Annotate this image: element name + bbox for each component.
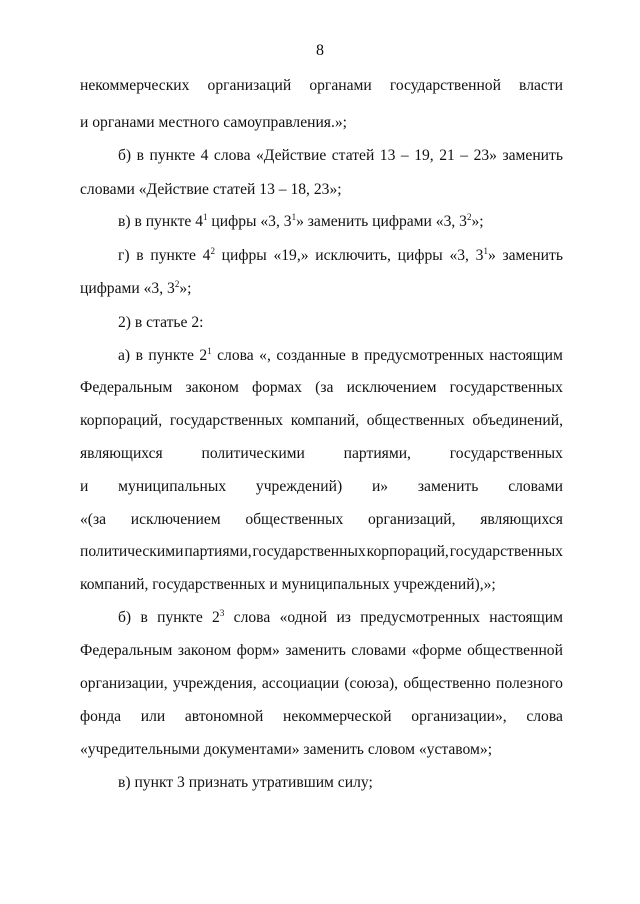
word: фонда xyxy=(80,708,122,725)
text-line xyxy=(80,674,563,694)
word: (союза), xyxy=(344,675,399,692)
word: некоммерческой xyxy=(283,708,392,725)
word: $4^2$ xyxy=(202,245,215,264)
word: «19,» xyxy=(273,247,309,264)
superscript: 1 xyxy=(203,211,208,222)
word: «, xyxy=(259,347,271,364)
text-line xyxy=(80,411,563,431)
word: государственных xyxy=(169,412,284,429)
word: государственной xyxy=(389,77,501,94)
word: в xyxy=(351,347,359,364)
word: являющихся xyxy=(80,445,163,462)
word: а) xyxy=(118,347,131,364)
text-line: 2) в статье 2: xyxy=(118,314,204,331)
word: политическими xyxy=(201,445,305,462)
word: учреждений) xyxy=(255,478,343,495)
word: из xyxy=(336,609,351,626)
word: организаций, xyxy=(367,511,456,528)
word: «(за xyxy=(80,511,107,528)
word: пункте xyxy=(148,347,194,364)
word: цифры xyxy=(221,247,267,264)
word: заменить xyxy=(285,642,346,659)
text-line xyxy=(80,542,563,562)
word: государственных xyxy=(252,543,366,560)
word: – xyxy=(400,147,409,164)
text-line: «учредительными документами» заменить словом «уставом»; xyxy=(80,741,493,758)
word: г) xyxy=(118,247,130,264)
text-line xyxy=(80,510,563,530)
word: пункте xyxy=(157,609,203,626)
word: исключить, xyxy=(315,247,391,264)
word: 4 xyxy=(200,147,209,164)
word: «одной xyxy=(279,609,328,626)
word: политическими xyxy=(80,543,184,560)
word: государственных xyxy=(449,379,563,396)
word: организации, xyxy=(80,675,168,692)
word: ассоциации xyxy=(261,675,340,692)
text-line xyxy=(80,76,563,96)
word: и xyxy=(80,478,89,495)
word: заменить xyxy=(417,478,479,495)
word: общественных xyxy=(366,412,465,429)
word: государственных xyxy=(449,543,563,560)
word: «Действие xyxy=(256,147,327,164)
word: 21 xyxy=(439,147,455,164)
word: пункте xyxy=(150,247,196,264)
word: корпораций, xyxy=(366,543,449,560)
superscript: 1 xyxy=(291,211,297,222)
text-line xyxy=(118,146,563,166)
word: в xyxy=(136,147,145,164)
word: 19, xyxy=(414,147,434,164)
word: государственных xyxy=(449,445,563,462)
text-line xyxy=(80,444,563,464)
word: б) xyxy=(118,147,132,164)
word: органами xyxy=(309,77,372,94)
word: слова xyxy=(217,347,254,364)
word: полезного xyxy=(496,675,563,692)
word: исключением xyxy=(130,511,221,528)
word: формах xyxy=(252,379,302,396)
word: $2^1$ xyxy=(199,345,212,364)
word: Федеральным xyxy=(80,642,173,659)
superscript: 2 xyxy=(466,211,472,222)
superscript: 1 xyxy=(483,245,488,256)
word: законом xyxy=(185,379,239,396)
word: заменить xyxy=(502,147,563,164)
word: учреждения, xyxy=(172,675,257,692)
word: предусмотренных xyxy=(360,609,480,626)
text-line: цифрами «3, $3^2$»; xyxy=(80,278,192,297)
text-line: в) в пункте $4^1$ цифры «3, $3^1$» заменить цифрами «3, $3^2$»; xyxy=(118,211,484,230)
word: б) xyxy=(118,609,132,626)
superscript: 3 xyxy=(219,607,225,618)
word: партиями, xyxy=(184,543,252,560)
text-line: в) пункт 3 признать утратившим силу; xyxy=(118,774,373,791)
superscript: 2 xyxy=(174,278,180,289)
word: организации», xyxy=(411,708,507,725)
word: и» xyxy=(371,478,389,495)
word: $3^1$» xyxy=(475,245,496,264)
word: заменить xyxy=(502,247,563,264)
word: исключением xyxy=(346,379,437,396)
superscript: 1 xyxy=(207,345,212,356)
text-line xyxy=(80,378,563,398)
word: $2^3$ xyxy=(212,607,225,626)
word: власти xyxy=(519,77,563,94)
text-line: словами «Действие статей 13 – 18, 23»; xyxy=(80,181,342,198)
text-line xyxy=(118,608,563,628)
word: словами xyxy=(508,478,563,495)
word: слова xyxy=(213,147,251,164)
text-line xyxy=(80,641,563,661)
word: объединений, xyxy=(472,412,563,429)
word: цифры xyxy=(397,247,443,264)
word: слова xyxy=(233,609,271,626)
text-line: компаний, государственных и муниципальных учреждений),»; xyxy=(80,576,496,593)
superscript: 2 xyxy=(210,245,215,256)
word: – xyxy=(460,147,469,164)
page-number: 8 xyxy=(316,42,324,59)
word: в xyxy=(135,347,143,364)
word: Федеральным xyxy=(80,379,173,396)
word: «форме xyxy=(411,642,462,659)
text-line xyxy=(118,346,563,366)
word: муниципальных xyxy=(118,478,227,495)
text-line xyxy=(80,707,563,727)
word: являющихся xyxy=(480,511,563,528)
word: 23» xyxy=(473,147,497,164)
word: общественных xyxy=(245,511,344,528)
word: (за xyxy=(315,379,334,396)
word: созданные xyxy=(276,347,346,364)
word: организаций xyxy=(207,77,292,94)
text-line xyxy=(118,246,563,266)
word: 13 xyxy=(379,147,396,164)
word: предусмотренных xyxy=(364,347,484,364)
word: в xyxy=(136,247,144,264)
word: статей xyxy=(331,147,375,164)
word: некоммерческих xyxy=(80,77,190,94)
text-line: и органами местного самоуправления.»; xyxy=(80,114,348,131)
word: настоящим xyxy=(489,609,563,626)
word: пункте xyxy=(149,147,196,164)
word: общественно xyxy=(403,675,491,692)
word: слова xyxy=(526,708,563,725)
word: словами xyxy=(351,642,407,659)
word: форм» xyxy=(236,642,280,659)
word: или xyxy=(140,708,166,725)
word: компаний, xyxy=(290,412,360,429)
word: партиями, xyxy=(343,445,411,462)
word: корпораций, xyxy=(80,412,163,429)
word: настоящим xyxy=(489,347,563,364)
word: «3, xyxy=(449,247,469,264)
word: автономной xyxy=(184,708,264,725)
word: законом xyxy=(177,642,232,659)
word: в xyxy=(140,609,148,626)
word: общественной xyxy=(467,642,563,659)
text-line xyxy=(80,477,563,497)
